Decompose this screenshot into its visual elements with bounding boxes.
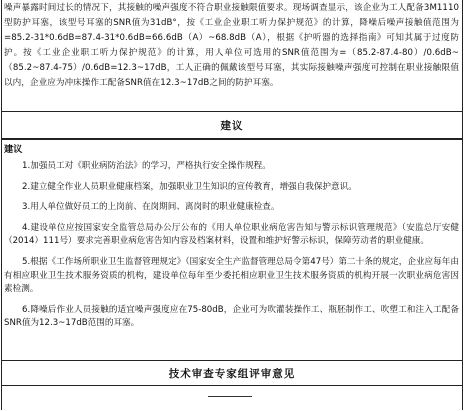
recommendation-item: 4.建设单位应按国家安全监管总局办公厅公布的《用人单位职业病危害告知与警示标识管理规范》（安监总厅安健（2014）111号）要求完善职业病危害告知内容及档案材料，设置和维护好警示标识，保障劳动者的职业健康。 [4, 222, 459, 247]
recommendation-item: 6.降噪后作业人员接触的适宜噪声强度应在75-80dB，企业可为吹灌装操作工、瓶胚制作工、吹塑工和注入工配备SNR值为12.3~17dB范围的耳塞。 [4, 304, 459, 329]
suggestion-header-cell [1, 112, 463, 140]
suggestion-heading: 建议 [220, 119, 244, 132]
expert-review-heading: 技术审查专家组评审意见 [168, 367, 296, 380]
assessment-paragraph: 噪声暴露时间过长的情况下，其接触的噪声强度不符合职业接触限值要求。现场调查显示，该企业为工人配备3M1110型防护耳塞，该型号耳塞的SNR值为31dB°，按《工业企业职工听力保护规范》的计算，降噪后噪声接触值范围为=85.2-31*0.6dB=87.4-31*0.6dB=66.6dB（A）~68.8dB（A），根据《护听器的选择指南》可知其属于过度防护。按《工业企业职工听力保护规范》的计算，用人单位可选用的SNR值范围为=（85.2-87.4-80）/0.6dB~（85.2~87.4-75）/0.6dB=12.3~17dB，工人正确的佩戴该型号耳塞，其实际接触噪声强度可控制在职业接触限值以内，企业应为冲床操作工配备SNR值在12.3~17dB之间的防护耳塞。 [4, 3, 459, 89]
recommendation-item: 5.根据《工作场所职业卫生监督管理规定》（国家安全生产监督管理总局令第47号）第二十条的规定，企业应每年由有相应职业卫生技术服务资质的机构，建设单位每年至少委托相应职业卫生技术服务资质的机构开展一次职业病危害因素检测。 [4, 256, 459, 295]
expert-review-content-cell [1, 386, 463, 410]
recommendation-item: 1.加强员工对《职业病防治法》的学习，严格执行安全操作规程。 [22, 161, 271, 171]
assessment-cell [1, 0, 463, 112]
expert-review-header-cell [1, 361, 463, 386]
recommendations-title: 建议 [4, 144, 23, 155]
recommendations-cell [1, 140, 463, 361]
recommendation-item: 3.用人单位做好员工的上岗前、在岗期间、离岗时的职业健康检查。 [22, 202, 280, 213]
signature-line [208, 396, 252, 397]
document-page [1, 0, 463, 410]
recommendation-item: 2.建立健全作业人员职业健康档案，加强职业卫生知识的宣传教育，增强自我保护意识。 [22, 181, 357, 192]
